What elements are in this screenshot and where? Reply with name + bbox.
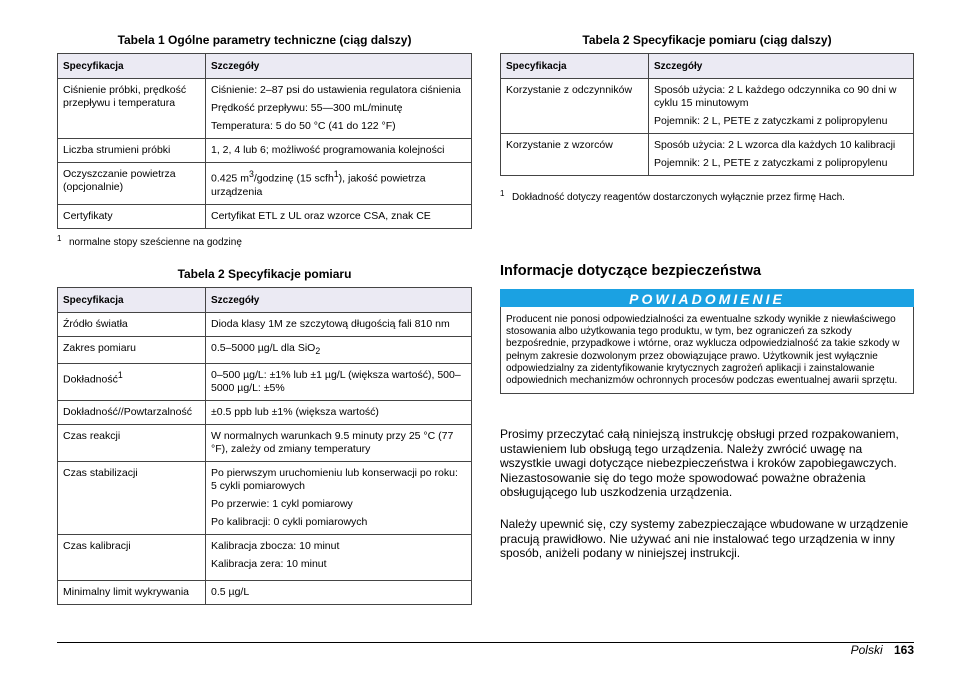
table1-header-details: Szczegóły	[206, 54, 472, 79]
table-row	[58, 462, 472, 535]
table-row	[58, 79, 472, 139]
table2	[57, 287, 472, 605]
footnote-ref: 1	[117, 370, 123, 381]
footnote-text: normalne stopy sześcienne na godzinę	[69, 237, 242, 248]
details-cell: W normalnych warunkach 9.5 minuty przy 25 °C (77 °F), zależy od zmiany temperatury	[206, 425, 472, 462]
table2cont-header-spec: Specyfikacja	[501, 54, 649, 79]
detail-line: Po kalibracji: 0 cykli pomiarowych	[211, 516, 368, 529]
safety-paragraph-2: Należy upewnić się, czy systemy zabezpieczające wbudowane w urządzenie pracują prawidłowo. Nie używać ani nie instalować tego urządzenia w inny sposób, aniżeli podany w niniejszej instrukcji.	[500, 517, 909, 560]
detail-text: ), jakość powietrza urządzenia	[211, 172, 426, 198]
table-row	[58, 337, 472, 364]
footnote-mark: 1	[57, 234, 62, 243]
table-row	[58, 535, 472, 581]
table1-header-row	[58, 54, 472, 79]
page-footer	[851, 643, 914, 657]
table1-header-spec: Specyfikacja	[58, 54, 206, 79]
details-cell	[206, 79, 472, 139]
spec-cell: Zakres pomiaru	[58, 337, 206, 364]
detail-text: 0.425 m	[211, 172, 249, 185]
spec-cell: Czas stabilizacji	[58, 462, 206, 535]
table-row	[58, 581, 472, 605]
detail-line: Po przerwie: 1 cykl pomiarowy	[211, 498, 353, 511]
table2-header-spec: Specyfikacja	[58, 288, 206, 313]
detail-line: Ciśnienie: 2–87 psi do ustawienia regulatora ciśnienia	[211, 84, 461, 96]
table2-caption: Tabela 2 Specyfikacje pomiaru	[177, 267, 352, 281]
spec-cell: Czas reakcji	[58, 425, 206, 462]
table2cont-footnote	[500, 189, 845, 203]
detail-line: Sposób użycia: 2 L wzorca dla każdych 10 kalibracji	[654, 139, 896, 151]
spec-cell: Certyfikaty	[58, 204, 206, 228]
table1	[57, 53, 472, 229]
subscript: 2	[315, 346, 321, 357]
table2-header-row	[58, 288, 472, 313]
detail-line: Sposób użycia: 2 L każdego odczynnika co 90 dni w cyklu 15 minutowym	[654, 84, 897, 109]
spec-cell: Liczba strumieni próbki	[58, 139, 206, 163]
spec-cell	[58, 364, 206, 401]
details-cell: ±0.5 ppb lub ±1% (większa wartość)	[206, 401, 472, 425]
table-row	[58, 139, 472, 163]
table-row	[58, 163, 472, 205]
table-row	[58, 425, 472, 462]
detail-line: Pojemnik: 2 L, PETE z zatyczkami z polipropylenu	[654, 157, 888, 169]
detail-line: Po pierwszym uruchomieniu lub konserwacji po roku: 5 cykli pomiarowych	[211, 467, 458, 493]
details-cell: Certyfikat ETL z UL oraz wzorce CSA, znak CE	[206, 204, 472, 228]
spec-cell: Czas kalibracji	[58, 535, 206, 581]
table2-continued	[500, 53, 914, 176]
detail-line: Prędkość przepływu: 55—300 mL/minutę	[211, 102, 403, 114]
spec-cell: Źródło światła	[58, 313, 206, 337]
detail-text: 0.5–5000 µg/L dla SiO	[211, 342, 316, 354]
details-cell: Dioda klasy 1M ze szczytową długością fali 810 nm	[206, 313, 472, 337]
table1-footnote	[57, 234, 242, 248]
details-cell	[206, 337, 472, 364]
table2cont-header-row	[501, 54, 914, 79]
table-row	[58, 204, 472, 228]
details-cell	[649, 134, 914, 176]
table-row	[501, 134, 914, 176]
footer-divider	[57, 642, 914, 643]
footnote-ref: 1	[333, 169, 339, 179]
spec-cell: Oczyszczanie powietrza (opcjonalnie)	[58, 163, 206, 205]
table-row	[58, 401, 472, 425]
spec-cell: Dokładność//Powtarzalność	[58, 401, 206, 425]
details-cell	[649, 79, 914, 134]
details-cell	[206, 462, 472, 535]
table2-header-details: Szczegóły	[206, 288, 472, 313]
details-cell: 0.5 µg/L	[206, 581, 472, 605]
spec-cell: Korzystanie z wzorców	[501, 134, 649, 176]
detail-line: Temperatura: 5 do 50 °C (41 do 122 °F)	[211, 120, 396, 132]
notice-body: Producent nie ponosi odpowiedzialności za ewentualne szkody wynikłe z niewłaściwego stosowania albo użytkowania tego produktu, w tym, bez ograniczeń za szkody bezpośrednie, przypadkowe i wtórne, oraz wyklucza odpowiedzialność za takie szkody w pełnym zakresie dozwolonym przez obowiązujące prawo. Użytkownik jest wyłącznie odpowiedzialny za zidentyfikowanie krytycznych zagrożeń aplikacji i zainstalowanie odpowiednich mechanizmów ochronnych procesów podczas ewentualnej awarii sprzętu.	[500, 307, 914, 394]
footer-language: Polski	[850, 643, 883, 657]
table-row	[501, 79, 914, 134]
details-cell: 1, 2, 4 lub 6; możliwość programowania kolejności	[206, 139, 472, 163]
detail-line: Kalibracja zbocza: 10 minut	[211, 540, 340, 553]
table-row	[58, 364, 472, 401]
details-cell	[206, 535, 472, 581]
safety-paragraph-1: Prosimy przeczytać całą niniejszą instrukcję obsługi przed rozpakowaniem, ustawieniem lub obsługą tego urządzenia. Należy zwrócić uwagę na wszystkie uwagi dotyczące niebezpieczeństwa i kroków zapobiegawczych. Niezastosowanie się do tego może spowodować poważne obrażenia obsługującego lub uszkodzenia urządzenia.	[500, 427, 899, 499]
page-number: 163	[893, 643, 914, 657]
table2cont-caption: Tabela 2 Specyfikacje pomiaru (ciąg dalszy)	[582, 33, 832, 47]
footnote-mark: 1	[500, 189, 505, 198]
table-row	[58, 313, 472, 337]
detail-text: /godzinę (15 scfh	[253, 172, 334, 185]
spec-text: Dokładność	[63, 373, 118, 386]
details-cell	[206, 163, 472, 205]
spec-cell: Ciśnienie próbki, prędkość przepływu i temperatura	[58, 79, 206, 139]
spec-cell: Korzystanie z odczynników	[501, 79, 649, 134]
superscript: 3	[248, 169, 254, 179]
footnote-text: Dokładność dotyczy reagentów dostarczonych wyłącznie przez firmę Hach.	[512, 192, 845, 203]
details-cell: 0–500 µg/L: ±1% lub ±1 µg/L (większa wartość), 500–5000 µg/L: ±5%	[206, 364, 472, 401]
table2cont-header-details: Szczegóły	[649, 54, 914, 79]
table1-caption: Tabela 1 Ogólne parametry techniczne (ciąg dalszy)	[117, 33, 412, 47]
notice-header: POWIADOMIENIE	[500, 289, 914, 307]
safety-section-title: Informacje dotyczące bezpieczeństwa	[500, 263, 762, 279]
spec-cell: Minimalny limit wykrywania	[58, 581, 206, 605]
detail-line: Kalibracja zera: 10 minut	[211, 558, 327, 571]
detail-line: Pojemnik: 2 L, PETE z zatyczkami z polipropylenu	[654, 115, 888, 127]
